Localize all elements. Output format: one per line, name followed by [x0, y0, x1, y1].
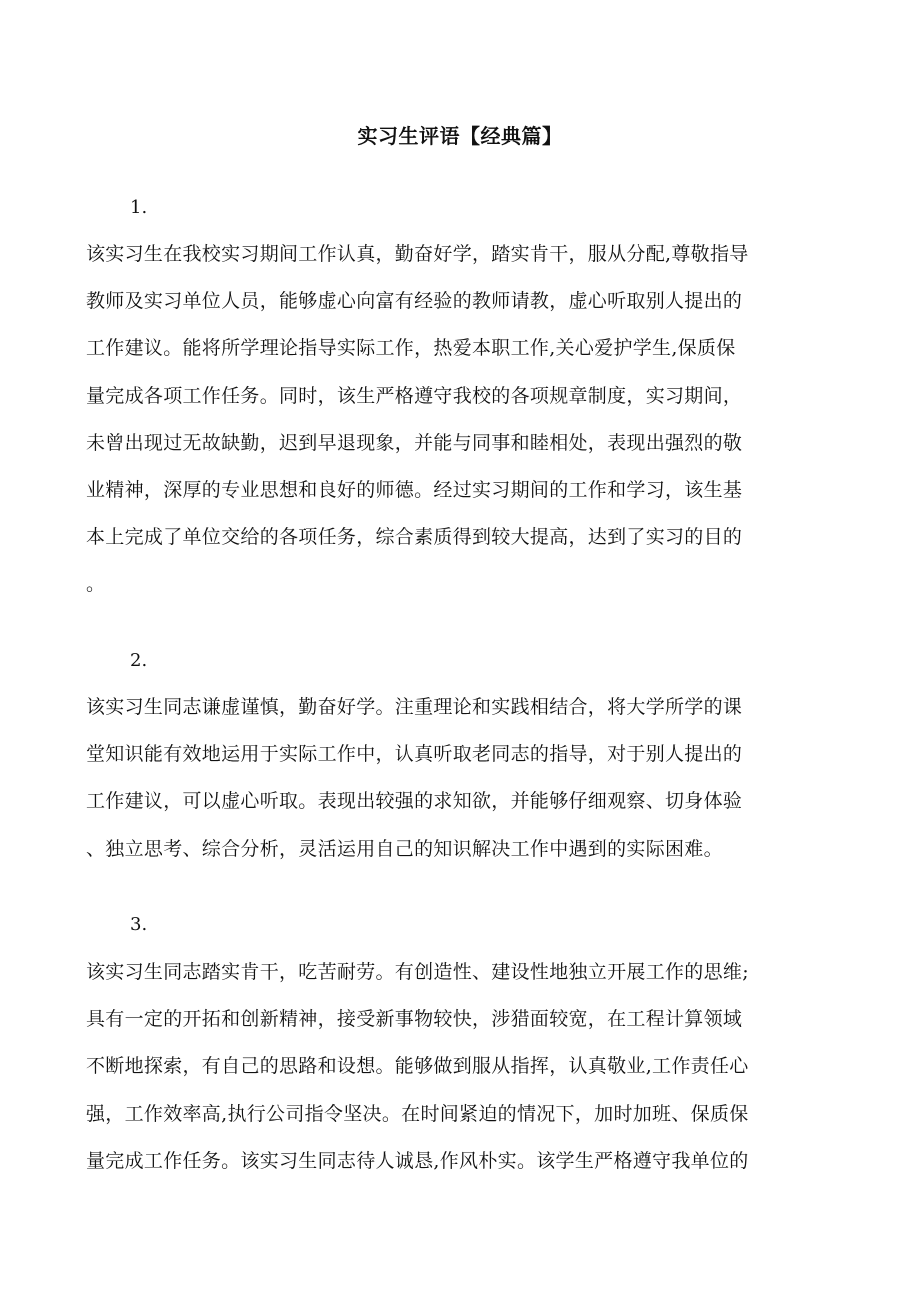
paragraph-line: 具有一定的开拓和创新精神，接受新事物较快，涉猎面较宽，在工程计算领域: [86, 1008, 743, 1031]
paragraph-line: 量完成工作任务。该实习生同志待人诚恳,作风朴实。该学生严格遵守我单位的: [86, 1149, 749, 1172]
paragraph-line: 、独立思考、综合分析，灵活运用自己的知识解决工作中遇到的实际困难。: [86, 837, 723, 860]
paragraph-line: 该实习生同志踏实肯干，吃苦耐劳。有创造性、建设性地独立开展工作的思维;: [86, 961, 749, 983]
section-paragraph: [86, 949, 846, 1185]
paragraph-line: 不断地探索，有自己的思路和设想。能够做到服从指挥，认真敬业,工作责任心: [86, 1055, 749, 1078]
section-paragraph: [86, 684, 846, 873]
paragraph-line: 。: [86, 573, 106, 596]
paragraph-line: 业精神，深厚的专业思想和良好的师德。经过实习期间的工作和学习，该生基: [86, 479, 743, 502]
paragraph-line: 该实习生同志谦虚谨慎，勤奋好学。注重理论和实践相结合，将大学所学的课: [86, 696, 743, 718]
paragraph-line: 堂知识能有效地运用于实际工作中，认真听取老同志的指导，对于别人提出的: [86, 743, 743, 766]
paragraph-line: 强，工作效率高,执行公司指令坚决。在时间紧迫的情况下，加时加班、保质保: [86, 1102, 749, 1125]
paragraph-line: 教师及实习单位人员，能够虚心向富有经验的教师请教，虚心听取别人提出的: [86, 290, 743, 313]
section-number: 1.: [130, 197, 148, 218]
section-number: 2.: [130, 650, 148, 671]
paragraph-line: 工作建议，可以虚心听取。表现出较强的求知欲，并能够仔细观察、切身体验: [86, 790, 743, 813]
paragraph-line: 本上完成了单位交给的各项任务，综合素质得到较大提高，达到了实习的目的: [86, 526, 743, 549]
section-number: 3.: [130, 914, 148, 935]
paragraph-line: 工作建议。能将所学理论指导实际工作，热爱本职工作,关心爱护学生,保质保: [86, 337, 736, 360]
section-paragraph: [86, 231, 846, 609]
paragraph-line: 未曾出现过无故缺勤，迟到早退现象，并能与同事和睦相处，表现出强烈的敬: [86, 431, 743, 454]
paragraph-line: 该实习生在我校实习期间工作认真，勤奋好学，踏实肯干，服从分配,尊敬指导: [86, 243, 749, 265]
document-title: 实习生评语【经典篇】: [357, 124, 563, 148]
paragraph-line: 量完成各项工作任务。同时，该生严格遵守我校的各项规章制度，实习期间，: [86, 384, 743, 407]
